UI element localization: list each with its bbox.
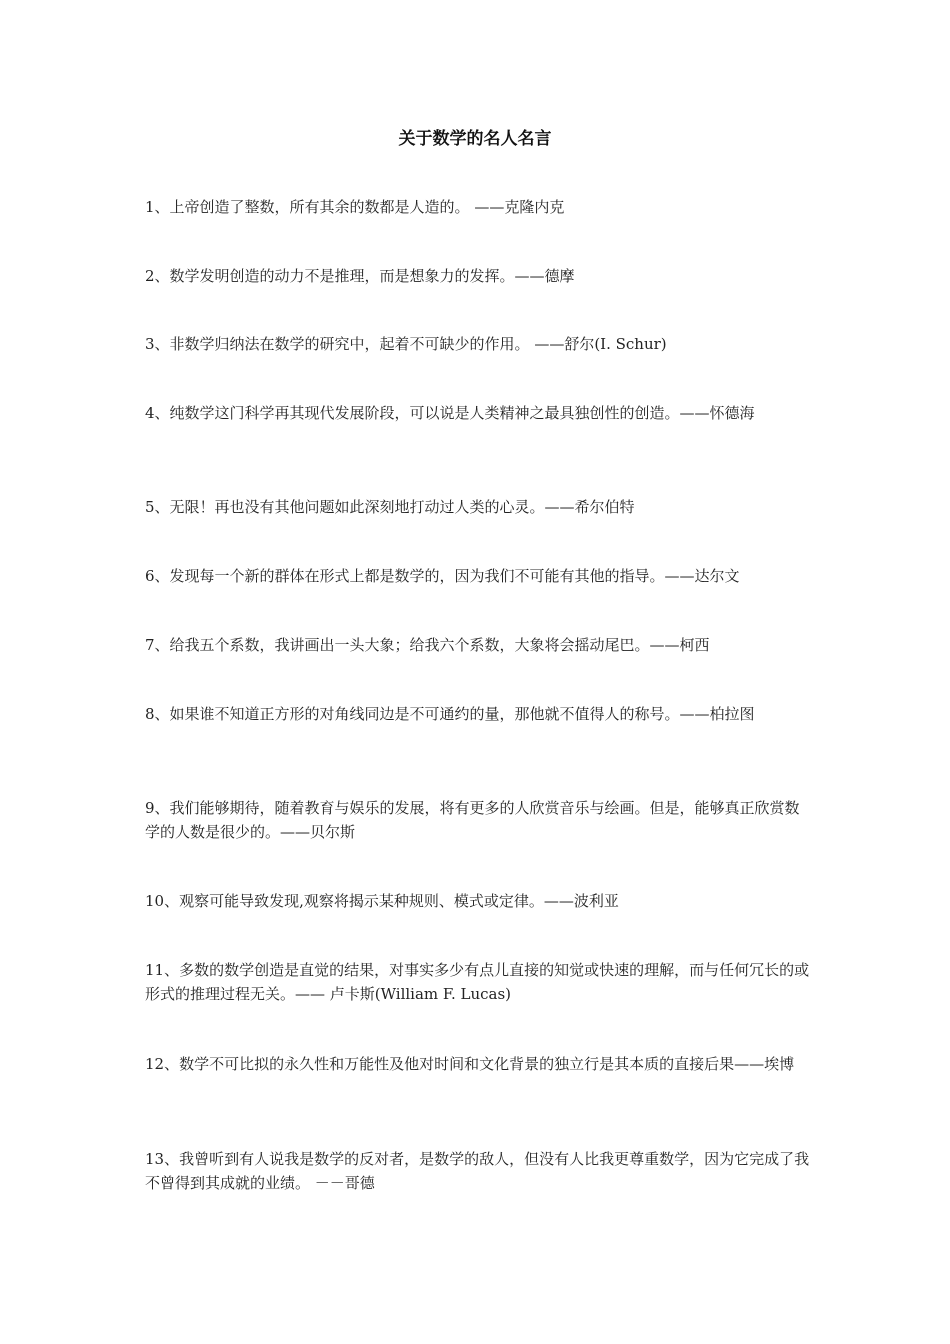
- quote-item: 9、我们能够期待，随着教育与娱乐的发展，将有更多的人欣赏音乐与绘画。但是，能够真正欣赏数学的人数是很少的。——贝尔斯: [145, 799, 800, 841]
- quote-item: 3、非数学归纳法在数学的研究中，起着不可缺少的作用。 ——舒尔(I. Schur): [145, 335, 667, 353]
- quote-item: 13、我曾听到有人说我是数学的反对者，是数学的敌人，但没有人比我更尊重数学，因为它完成了我不曾得到其成就的业绩。 －－哥德: [145, 1150, 810, 1192]
- quote-item: 5、无限！再也没有其他问题如此深刻地打动过人类的心灵。——希尔伯特: [145, 498, 635, 516]
- quote-item: 2、数学发明创造的动力不是推理，而是想象力的发挥。——德摩: [145, 267, 575, 285]
- quote-item: 8、如果谁不知道正方形的对角线同边是不可通约的量，那他就不值得人的称号。——柏拉图: [145, 705, 755, 723]
- quote-item: 1、上帝创造了整数，所有其余的数都是人造的。 ——克隆内克: [145, 198, 565, 216]
- quote-item: 4、纯数学这门科学再其现代发展阶段，可以说是人类精神之最具独创性的创造。——怀德海: [145, 404, 755, 422]
- quote-item: 7、给我五个系数，我讲画出一头大象；给我六个系数，大象将会摇动尾巴。——柯西: [145, 636, 710, 654]
- quote-item: 6、发现每一个新的群体在形式上都是数学的，因为我们不可能有其他的指导。——达尔文: [145, 567, 740, 585]
- document-title: 关于数学的名人名言: [398, 129, 552, 149]
- quote-item: 10、观察可能导致发现,观察将揭示某种规则、模式或定律。——波利亚: [145, 892, 619, 910]
- quote-item: 12、数学不可比拟的永久性和万能性及他对时间和文化背景的独立行是其本质的直接后果——埃博: [145, 1055, 795, 1073]
- quote-item: 11、多数的数学创造是直觉的结果，对事实多少有点儿直接的知觉或快速的理解，而与任何冗长的或形式的推理过程无关。—— 卢卡斯(William F. Lucas): [145, 961, 810, 1003]
